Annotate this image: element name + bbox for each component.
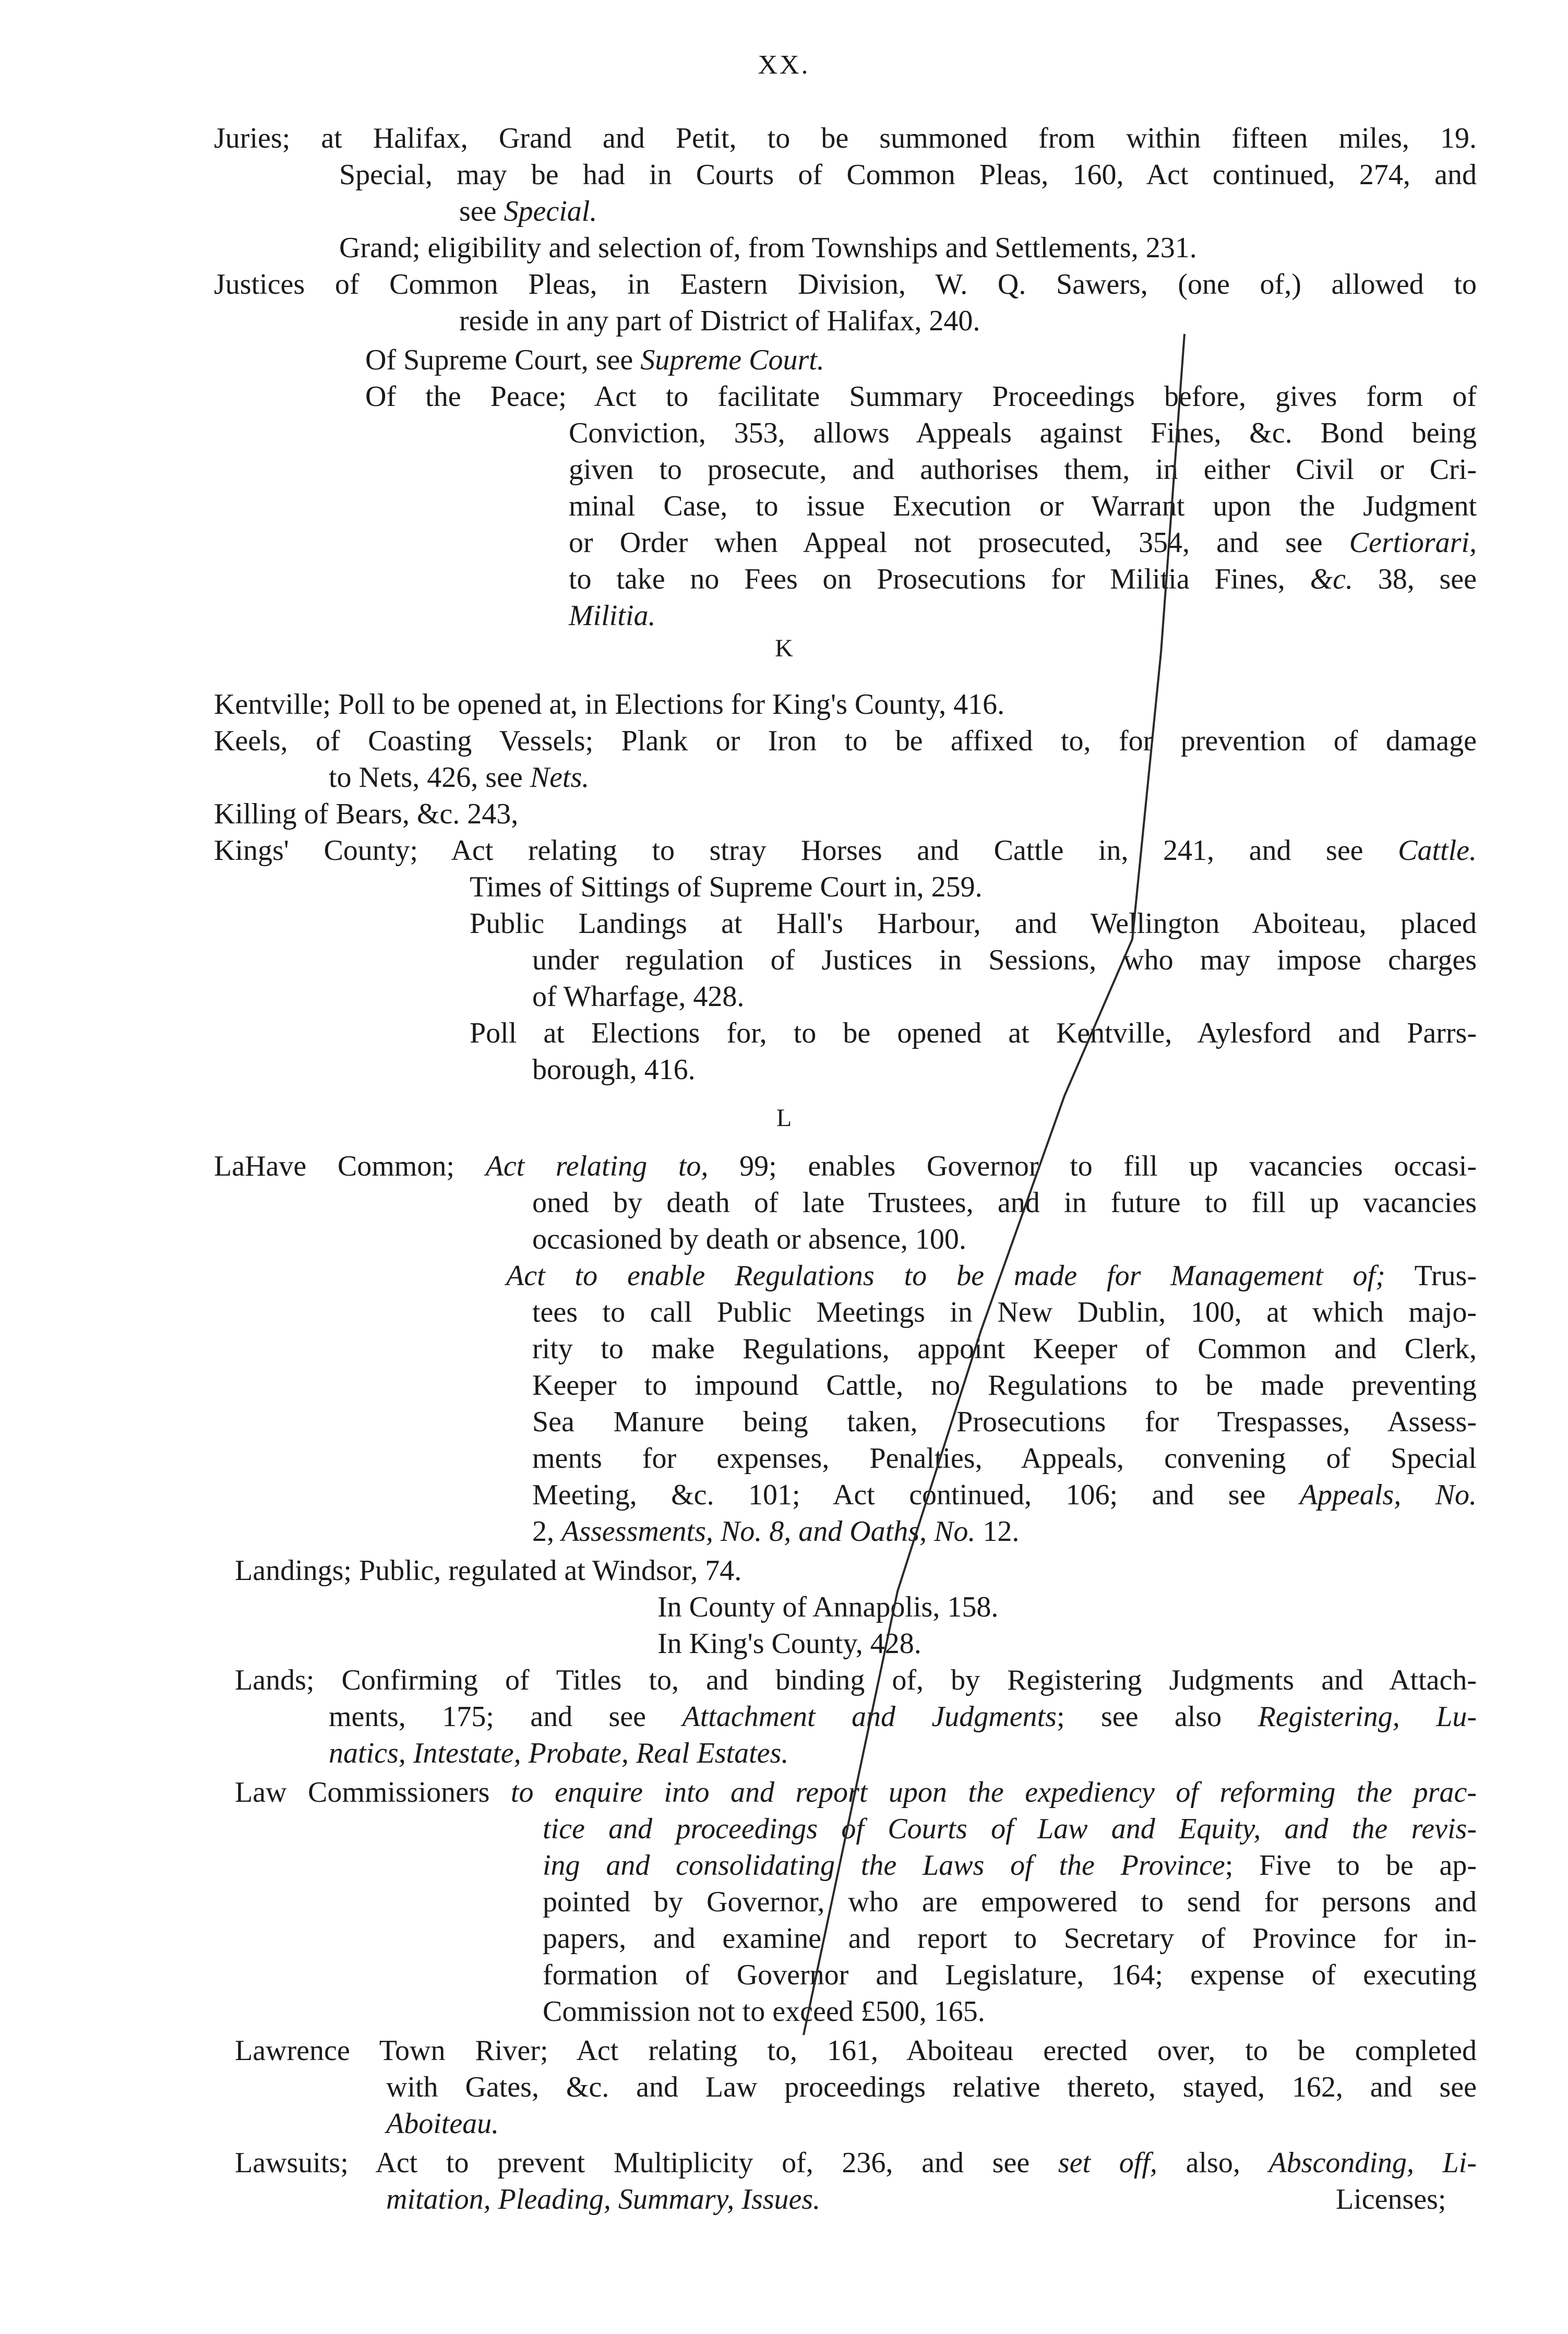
index-line: Meeting, &c. 101; Act continued, 106; and see Appeals, No.	[532, 1479, 1477, 1511]
index-line: Act to enable Regulations to be made for Management of; Trus-	[506, 1260, 1477, 1292]
index-line: Law Commissioners to enquire into and report upon the expediency of reforming the prac-	[235, 1776, 1477, 1809]
index-line: Licenses;	[1336, 2183, 1446, 2216]
section-heading-l: L	[776, 1104, 792, 1132]
index-line: Keeper to impound Cattle, no Regulations to be made preventing	[532, 1369, 1477, 1402]
crease-stroke	[804, 334, 1184, 2035]
index-line: see Special.	[459, 195, 597, 228]
index-line: Times of Sittings of Supreme Court in, 259.	[470, 871, 983, 903]
index-line: Of Supreme Court, see Supreme Court.	[365, 344, 824, 376]
index-line: mitation, Pleading, Summary, Issues.	[386, 2183, 821, 2216]
index-line: In County of Annapolis, 158.	[657, 1591, 999, 1623]
index-line: rity to make Regulations, appoint Keeper of Common and Clerk,	[532, 1333, 1477, 1365]
index-line: reside in any part of District of Halifax, 240.	[459, 305, 980, 337]
index-line: formation of Governor and Legislature, 164; expense of executing	[543, 1959, 1477, 1991]
index-line: Kings' County; Act relating to stray Horses and Cattle in, 241, and see Cattle.	[214, 834, 1477, 867]
index-line: pointed by Governor, who are empowered to send for persons and	[543, 1886, 1477, 1918]
index-line: Poll at Elections for, to be opened at Kentville, Aylesford and Parrs-	[470, 1017, 1477, 1049]
index-line: given to prosecute, and authorises them, in either Civil or Cri-	[569, 453, 1477, 486]
index-line: Commission not to exceed £500, 165.	[543, 1995, 985, 2028]
index-line: papers, and examine and report to Secretary of Province for in-	[543, 1922, 1477, 1955]
index-line: to take no Fees on Prosecutions for Militia Fines, &c. 38, see	[569, 563, 1477, 595]
index-line: oned by death of late Trustees, and in future to fill up vacancies	[532, 1187, 1477, 1219]
index-line: ments, 175; and see Attachment and Judgments; see also Registering, Lu-	[329, 1701, 1477, 1733]
index-line: ing and consolidating the Laws of the Province; Five to be ap-	[543, 1849, 1477, 1882]
index-line: Lawsuits; Act to prevent Multiplicity of, 236, and see set off, also, Absconding, Li-	[235, 2147, 1477, 2179]
index-line: Aboiteau.	[386, 2108, 499, 2140]
index-line: Conviction, 353, allows Appeals against Fines, &c. Bond being	[569, 417, 1477, 449]
index-line: Militia.	[569, 600, 656, 632]
index-line: natics, Intestate, Probate, Real Estates.	[329, 1737, 789, 1769]
index-line: minal Case, to issue Execution or Warrant upon the Judgment	[569, 490, 1477, 522]
index-line: Lawrence Town River; Act relating to, 161, Aboiteau erected over, to be completed	[235, 2034, 1477, 2067]
index-line: to Nets, 426, see Nets.	[329, 761, 590, 794]
index-line: with Gates, &c. and Law proceedings relative thereto, stayed, 162, and see	[386, 2071, 1477, 2103]
index-line: Juries; at Halifax, Grand and Petit, to be summoned from within fifteen miles, 19.	[214, 122, 1477, 154]
index-line: of Wharfage, 428.	[532, 980, 745, 1013]
index-line: tees to call Public Meetings in New Dublin, 100, at which majo-	[532, 1296, 1477, 1328]
index-line: LaHave Common; Act relating to, 99; enables Governor to fill up vacancies occasi-	[214, 1150, 1477, 1182]
index-line: Kentville; Poll to be opened at, in Elections for King's County, 416.	[214, 688, 1005, 721]
index-line: Landings; Public, regulated at Windsor, 74.	[235, 1554, 742, 1587]
index-line: ments for expenses, Penalties, Appeals, convening of Special	[532, 1442, 1477, 1475]
index-line: under regulation of Justices in Sessions, who may impose charges	[532, 944, 1477, 976]
index-line: Special, may be had in Courts of Common Pleas, 160, Act continued, 274, and	[339, 159, 1477, 191]
index-line: Grand; eligibility and selection of, from Townships and Settlements, 231.	[339, 232, 1197, 264]
index-line: Justices of Common Pleas, in Eastern Division, W. Q. Sawers, (one of,) allowed to	[214, 268, 1477, 301]
index-line: 2, Assessments, No. 8, and Oaths, No. 12.	[532, 1515, 1020, 1548]
index-line: or Order when Appeal not prosecuted, 354, and see Certiorari,	[569, 526, 1477, 559]
page-number: XX.	[758, 50, 810, 80]
section-heading-k: K	[775, 635, 793, 662]
index-line: borough, 416.	[532, 1054, 696, 1086]
index-line: occasioned by death or absence, 100.	[532, 1223, 966, 1255]
index-line: Public Landings at Hall's Harbour, and Wellington Aboiteau, placed	[470, 907, 1477, 940]
index-line: Lands; Confirming of Titles to, and binding of, by Registering Judgments and Attach-	[235, 1664, 1477, 1696]
index-line: tice and proceedings of Courts of Law and Equity, and the revis-	[543, 1813, 1477, 1845]
index-line: In King's County, 428.	[657, 1627, 921, 1660]
index-line: Sea Manure being taken, Prosecutions for Trespasses, Assess-	[532, 1406, 1477, 1438]
index-line: Keels, of Coasting Vessels; Plank or Iron to be affixed to, for prevention of damage	[214, 725, 1477, 757]
index-line: Killing of Bears, &c. 243,	[214, 798, 519, 830]
index-line: Of the Peace; Act to facilitate Summary Proceedings before, gives form of	[365, 380, 1477, 413]
